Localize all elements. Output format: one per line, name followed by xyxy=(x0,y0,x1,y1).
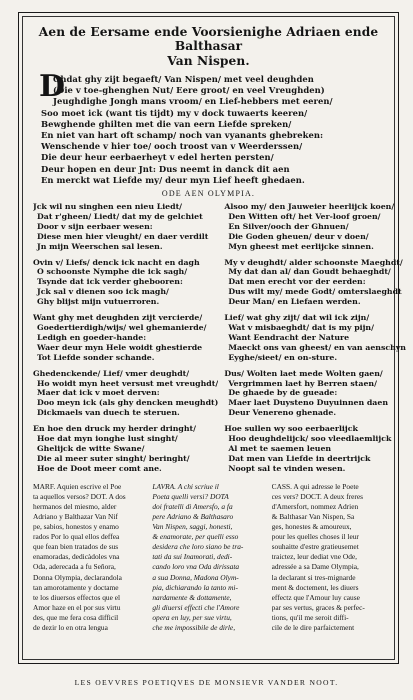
commentary-line: des, que me fera cosa difficil xyxy=(33,612,119,622)
ode-line: Deur Man/ en Liefaen werden. xyxy=(228,297,361,307)
ode-line: My v deughdt/ alder schoonste Maeghdt/ xyxy=(224,257,403,267)
dedication-title xyxy=(33,25,384,68)
ode-line: My dat dan al/ dan Goudt behaeghdt/ xyxy=(228,267,391,277)
commentary-line: par ses vertus, graces & perfec- xyxy=(271,602,365,612)
ode-line: Ovin v/ Liefs/ denck ick nacht en dagh xyxy=(33,257,200,267)
intro-line: Jeughdighe Jongh mans vroom/ en Lief-hebbers met eeren/ xyxy=(53,96,333,107)
commentary-line: doi fratelli di Amersfo, a fa xyxy=(152,501,233,511)
commentary-line: pe, sabios, honestos y enamo xyxy=(33,522,119,532)
ode-line: En hoe den druck my herder dringht/ xyxy=(33,424,196,434)
commentary-line: d'Amersfort, nommez Adrien xyxy=(271,501,359,511)
intro-line: Wenschende v hier toe/ ooch troost van v Weerderssen/ xyxy=(41,141,303,152)
ode-line: Den Witten oft/ het Ver-loof groen/ xyxy=(228,211,381,221)
intro-line: Bewghende ghilten met die van eern Liefde spreken/ xyxy=(41,118,292,129)
commentary-line: tati da sui Inamorati, dedi- xyxy=(152,552,233,562)
ode-line: Al met te saemen leuen xyxy=(228,443,332,453)
commentary-line: enamoradas, dedicàdoles vna xyxy=(33,552,120,562)
ode-line: Tsynde dat ick verder ghebooren: xyxy=(37,277,183,287)
ode-stanza-right-2 xyxy=(224,258,406,308)
ode-line: Lief/ wat ghy zijt/ dat wil ick zijn/ xyxy=(224,313,370,323)
ode-line: Ghedenckende/ Lief/ vmer deughdt/ xyxy=(33,368,190,378)
ode-line: Eyghe/sieet/ en on-sture. xyxy=(228,352,338,362)
commentary-line: tan amorotamente y doctame xyxy=(33,582,119,592)
commentary-line: pour les quelles choses il leur xyxy=(271,532,359,542)
intro-line: (Die v toe-ghenghen Nut/ Eere groot/ en veel Vreughden) xyxy=(53,85,325,96)
commentary-line: MARF. Aquien escrive el Poe xyxy=(33,481,122,491)
commentary-line: que fean bien tratados de sus xyxy=(33,542,119,552)
commentary-line: cile de le dire parfaictement xyxy=(271,623,355,632)
ode-line: Hoe dat myn ionghe lust singht/ xyxy=(37,434,178,444)
ode-line: Want Eendracht der Nature xyxy=(228,332,350,342)
ode-stanza-right-3 xyxy=(224,313,406,363)
ode-line: Dat r'gheen/ Liedt/ dat my de gelchiet xyxy=(37,211,203,221)
ode-stanza-left-4 xyxy=(33,369,218,419)
ode-line: Noopt sal te vinden wesen. xyxy=(228,463,346,473)
commentary-line: pia, dichiarando la tanto mi- xyxy=(152,582,238,592)
ode-stanza-left-5 xyxy=(33,424,218,474)
dedication-title-line-1: Aen de Eersame ende Voorsienighe Adriaen ende Balthasar xyxy=(38,25,379,53)
commentary-line: Oda, aderecada a fu Señora, xyxy=(33,562,116,572)
commentary-line: che me impossibile de dirle, xyxy=(152,623,236,632)
ode-line: Dus/ Wolten laet mede Wolten gaen/ xyxy=(224,368,383,378)
commentary-line: ta aquellos versos? DOT. A dos xyxy=(33,491,126,501)
commentary-line: ges, honestes & amoureux, xyxy=(271,522,352,532)
ode-line: Maeckt ons van gheest/ en van aenschyn xyxy=(228,342,406,352)
ode-line: Jck sal v dienen soo ick magh/ xyxy=(37,287,169,297)
ode-left-column xyxy=(33,202,218,480)
commentary-line: gli diuersi effecti che l'Amore xyxy=(152,602,240,612)
commentary-line: cando loro vna Oda dirissata xyxy=(152,562,240,572)
intro-line: Soo moet ick (want tis tijdt) my v dock tuwaerts keeren/ xyxy=(41,107,308,118)
intro-line: Die deur heur eerbaerheyt v edel herten persten/ xyxy=(41,152,274,163)
ode-line: Die Goden gheuen/ deur v doen/ xyxy=(228,231,369,241)
commentary-line: Amor haze en el por sus virtu xyxy=(33,602,121,612)
ode-line: Jck wil nu singhen een nieu Liedt/ xyxy=(33,202,183,212)
ode-line: Waer deur myn Hele woidt ghestierde xyxy=(37,342,203,352)
intro-line: Deur hopen en deur Jnt: Dus neemt in danck dit aen xyxy=(41,163,290,174)
ode-body xyxy=(33,202,406,480)
commentary-line: Van Nispen, saggi, honesti, xyxy=(152,522,233,532)
ode-line: Myn gheest met eerlijcke sinnen. xyxy=(228,241,374,251)
intro-line: En niet van hart oft schamp/ noch van vyanants ghebreken: xyxy=(41,130,324,141)
ode-line: Alsoo my/ den Jauweier heerlijck koen/ xyxy=(224,202,395,212)
ode-stanza-left-3 xyxy=(33,313,218,363)
ode-line: Hoo deughdelijck/ soo vleedlaemlijck xyxy=(228,434,392,444)
intro-line: En merckt wat Liefde my/ deur myn Lief heeft ghedaen. xyxy=(41,174,305,185)
commentary-line: hermanos del miesmo, alder xyxy=(33,501,117,511)
commentary-line: tions, qu'il me seroit diffi- xyxy=(271,612,349,622)
ode-stanza-right-5 xyxy=(224,424,406,474)
ode-line: Ghy blijst mijn vutuerroren. xyxy=(37,297,160,307)
ode-stanza-left-1 xyxy=(33,202,218,252)
ode-stanza-right-1 xyxy=(224,202,406,252)
ode-line: Vergrimmen laet hy Berren staen/ xyxy=(228,378,377,388)
commentary-line: a sua Donna, Madona Olym- xyxy=(152,572,239,582)
commentary-line: te los diuersos effectos que el xyxy=(33,592,121,602)
ode-line: Dus wilt my/ mede Godt/ omterslaeghdt xyxy=(228,287,402,297)
drop-cap: D xyxy=(39,69,66,104)
page-border-inner xyxy=(22,16,406,660)
ode-line: O schoonste Nymphe die ick sagh/ xyxy=(37,267,188,277)
commentary-line: rados Por lo qual ellos deffea xyxy=(33,532,120,542)
commentary-line: pere Adriano & Balthasaro xyxy=(152,511,234,521)
ode-line: En Silver/ooch der Ghnuen/ xyxy=(228,221,349,231)
ode-line: Hoe de Doot meer comt ane. xyxy=(37,463,162,473)
ode-line: Dat men van Liefde in deertrijck xyxy=(228,453,371,463)
ode-line: Diese men hier vleught/ en daer verdilt xyxy=(37,231,209,241)
ode-stanza-right-4 xyxy=(224,369,406,419)
ode-line: Maer laet Duysteno Duyuinnen daen xyxy=(228,398,388,408)
commentary-line: souhaitte d'estre gratieusemet xyxy=(271,542,359,552)
commentary-line: traictez, leur dediat vne Ode, xyxy=(271,552,358,562)
running-head: LES OEVVRES POETIQVES DE MONSIEVR VANDER NOOT. xyxy=(74,678,339,687)
ode-line: Want ghy met deughden zijt vercierde/ xyxy=(33,313,203,323)
ode-line: Goedertierdigh/wijs/ wel ghemanierde/ xyxy=(37,323,207,332)
ode-stanza-left-2 xyxy=(33,258,218,308)
commentary-line: adressée a sa Dame Olympia, xyxy=(271,562,359,572)
commentary-line: & Balthasar Van Nispen, Sa xyxy=(271,511,355,521)
ode-title: ODE AEN OLYMPIA. xyxy=(161,189,256,199)
commentary-line: ces vers? DOCT. A deux freres xyxy=(271,491,364,501)
commentary-line: de dezir lo en otra lengua xyxy=(33,623,108,632)
ode-line: Wat v misbaeghdt/ dat is my pijn/ xyxy=(228,323,374,332)
ode-line: Doo meyn ick (als ghy dencken meughdt) xyxy=(37,398,219,408)
commentary-line: nardamente & dottamente, xyxy=(152,592,232,602)
commentary-line: Adriano y Balthazar Van Nif xyxy=(33,511,118,521)
commentary-spanish xyxy=(33,482,145,633)
commentary-french xyxy=(272,482,384,633)
intro-sonnet xyxy=(33,69,384,186)
ode-line: Hoe sullen wy soo eerbaerlijck xyxy=(224,424,358,434)
commentary-line: CASS. A qui adresse le Poete xyxy=(271,481,359,491)
ode-line: Maer dat ick v moet derven: xyxy=(37,388,160,398)
ode-line: Tot Liefde sonder schande. xyxy=(37,352,155,362)
ode-right-column xyxy=(224,202,406,480)
ode-line: Dickmaels van duech te steruen. xyxy=(37,408,180,418)
ode-line: Door v sijn eerbaer wesen: xyxy=(37,221,153,231)
ode-line: Dat men erecht vor der eerden: xyxy=(228,277,366,287)
commentary-line: LAVRA. A chi scriue il xyxy=(152,481,219,491)
commentary-line: ment & doctement, les diuers xyxy=(271,582,359,592)
ode-line: Ledigh en goeder-hande: xyxy=(37,332,147,342)
commentary-line: & enamorate, per quelli esso xyxy=(152,532,239,542)
dedication-title-line-2: Van Nispen. xyxy=(167,54,250,68)
ode-line: De ghaede by de gueade: xyxy=(228,388,338,398)
commentary-italian xyxy=(152,482,264,633)
ode-line: Deur Venereno ghenade. xyxy=(228,408,337,418)
commentary-line: opera en luy, per sue virtu, xyxy=(152,612,232,622)
ode-line: Jn mijn Weerschen sal lesen. xyxy=(37,241,163,251)
commentary-section xyxy=(33,482,384,633)
ode-line: Ho woidt myn heet versust met vreughdt/ xyxy=(37,378,219,388)
ode-line: Die al meer suter singht/ beringht/ xyxy=(37,453,190,463)
ode-line: Ghelijck de witte Swane/ xyxy=(37,443,145,453)
commentary-line: la declarant si tres-mignarde xyxy=(271,572,356,582)
commentary-line: effectz que l'Amour luy cause xyxy=(271,592,360,602)
commentary-line: Poeta quelli versi? DOTA xyxy=(152,491,229,501)
page-border xyxy=(18,12,406,664)
commentary-line: desidera che loro siano be tra- xyxy=(152,542,244,552)
intro-line: Ohdat ghy zijt begaeft/ Van Nispen/ met veel deughden xyxy=(53,74,314,84)
commentary-line: Donna Olympia, declarandola xyxy=(33,572,122,582)
